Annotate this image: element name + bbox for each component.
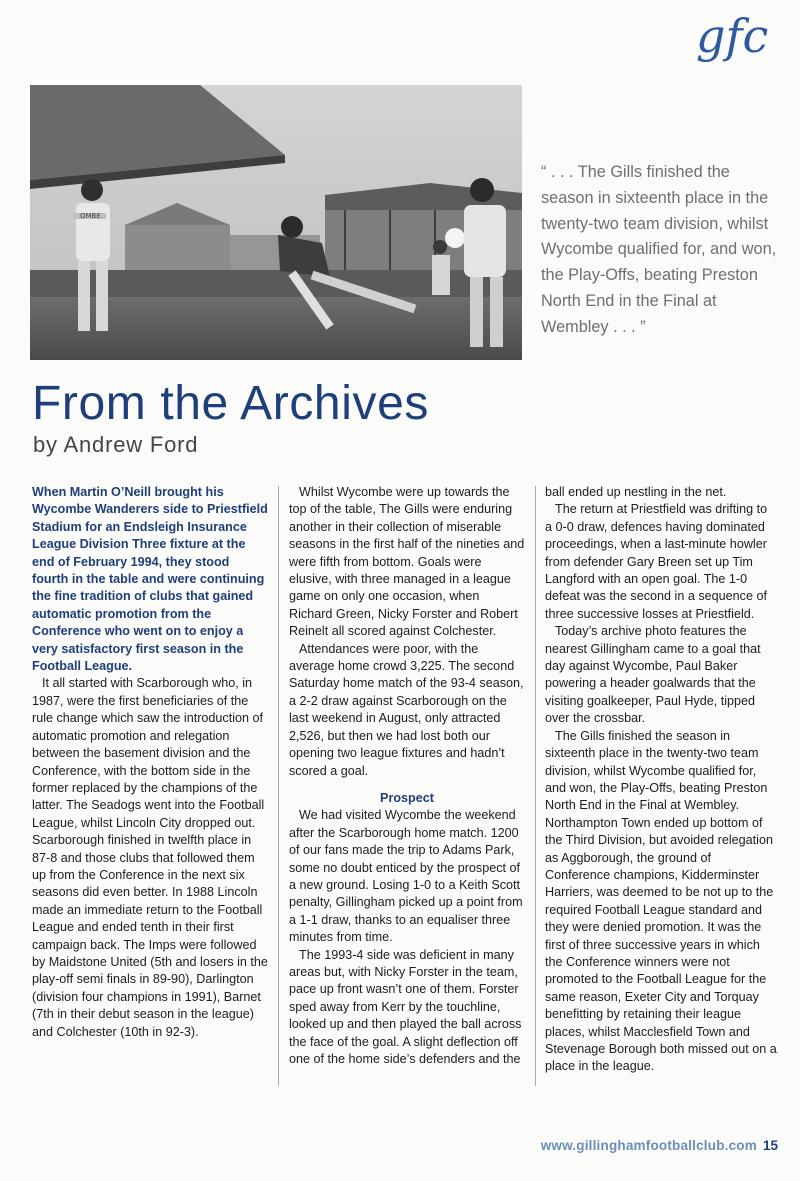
byline: by Andrew Ford <box>33 432 199 457</box>
logo-lettering: gfc <box>696 9 769 63</box>
page-footer <box>541 1138 778 1153</box>
section-subheading: Prospect <box>380 790 434 805</box>
pull-quote: “ . . . The Gills finished the season in sixteenth place in the twenty-two team division, whilst Wycombe qualified for, and won, the Play-Offs, beating Preston North End in the Final at Wembley . . . ” <box>541 163 777 336</box>
article-paragraph: Whilst Wycombe were up towards the top of the table, The Gills were enduring another in their collection of miserable seasons in the first half of the nineties and were fifth from bottom. Goals were elusive, with three managed in a league game on only one occasion, when Richard Green, Nicky Forster and Robert Reinelt all scored against Colchester. <box>289 485 525 639</box>
photo-illustration <box>30 85 522 360</box>
column-divider <box>278 486 279 1086</box>
article-paragraph: The Gills finished the season in sixteenth place in the twenty-two team division, whilst Wycombe qualified for, and won, the Play-Offs, beating Preston North End in the Final at Wembley. Northampton Town ended up bottom of the Third Division, but avoided relegation as Aggborough, the ground of Conference champions, Kidderminster Harriers, was deemed to be not up to the required Football League standard and they were denied promotion. It was the first of three successive years in which the Conference winners were not promoted to the Football League for the same reason, Exeter City and Torquay benefitting by retaining their league places, whilst Macclesfield Town and Stevenage Borough both missed out on a place in the league. <box>545 728 777 1074</box>
website-url: www.gillinghamfootballclub.com <box>540 1138 757 1153</box>
article-paragraph: The 1993-4 side was deficient in many areas but, with Nicky Forster in the team, pace up front wasn’t one of them. Forster sped away from Kerr by the touchline, looked up and then played the ball across the face of the goal. A slight deflection off one of the home side’s defenders and the <box>289 947 522 1066</box>
article-paragraph: We had visited Wycombe the weekend after the Scarborough home match. 1200 of our fans made the trip to Adams Park, some no doubt enticed by the prospect of a new ground. Losing 1-0 to a Keith Scott penalty, Gillingham picked up a point from a 1-1 draw, thanks to an equaliser three minutes from time. <box>289 808 523 945</box>
shirt-sponsor-text: OMBE <box>80 212 101 220</box>
column-divider <box>535 486 536 1086</box>
club-logo <box>692 6 776 68</box>
article-column-3 <box>545 484 777 1076</box>
article-paragraph: ball ended up nestling in the net. <box>545 485 727 499</box>
article-paragraph: Today’s archive photo features the nearest Gillingham came to a goal that day against Wycombe, Paul Baker powering a header goalwards that the visiting goalkeeper, Paul Hyde, tipped over the crossbar. <box>545 624 761 726</box>
page-number: 15 <box>762 1138 778 1153</box>
article-paragraph: Attendances were poor, with the average home crowd 3,225. The second Saturday home match of the 93-4 season, a 2-2 draw against Scarborough on the last weekend in August, only attracted 2,526, but then we had lost both our opening two league fixtures and hadn’t scored a goal. <box>289 641 524 778</box>
article-column-1 <box>32 484 268 1041</box>
article-paragraph: The return at Priestfield was drifting to a 0-0 draw, defences having dominated proceedings, when a last-minute howler from defender Gary Breen set up Tim Langford with an open goal. The 1-0 defeat was the second in a sequence of three successive losses at Priestfield. <box>545 502 768 621</box>
intro-paragraph: When Martin O’Neill brought his Wycombe Wanderers side to Priestfield Stadium for an Endsleigh Insurance League Division Three fixture at the end of February 1994, they stood fourth in the table and were continuing the fine tradition of clubs that gained automatic promotion from the Conference who went on to enjoy a very satisfactory first season in the Football League. <box>32 485 268 674</box>
page-title: From the Archives <box>32 377 429 430</box>
article-paragraph: It all started with Scarborough who, in 1987, were the first beneficiaries of the rule change which saw the introduction of automatic promotion and relegation between the basement division and the Conference, with the bottom side in the former replaced by the champions of the latter. The Seadogs went into the Football League, whilst Lincoln City dropped out. Scarborough finished in twelfth place in 87-8 and those clubs that followed them up from the Conference in the next six seasons did even better. In 1988 Lincoln made an immediate return to the Football League and ended tenth in their first campaign back. The Imps were followed by Maidstone United (5th and losers in the play-off semi finals in 89-90), Darlington (division four champions in 1991), Barnet (7th in their debut season in the league) and Colchester (10th in 92-3). <box>32 676 268 1039</box>
article-column-2 <box>289 484 525 1068</box>
archive-match-photo <box>30 85 522 360</box>
